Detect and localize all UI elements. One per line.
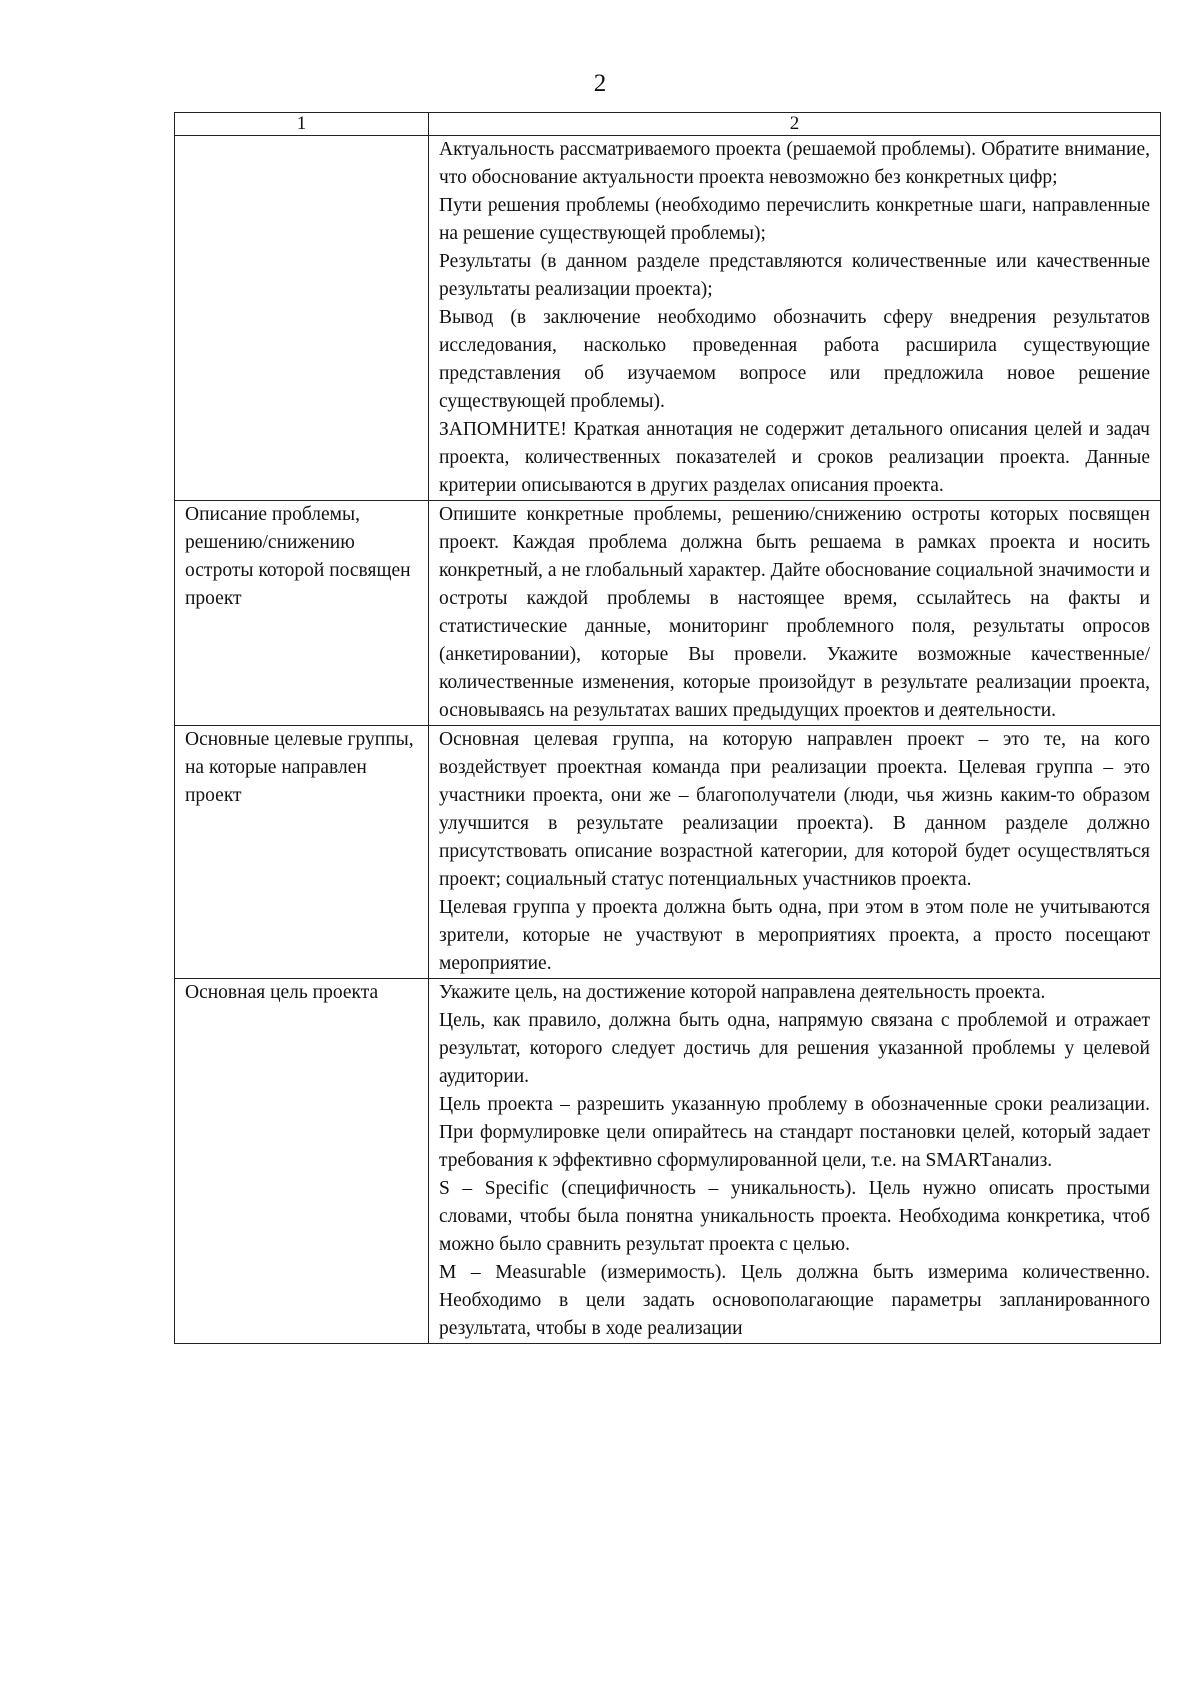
row-content [429,501,1161,726]
paragraph: Цель проекта – разрешить указанную проблему в обозначенные сроки реализации. При формулировке цели опирайтесь на стандарт постановки целей, который задает требования к эффективно сформулированной цели, т.е. на SMARTанализ. [439,1094,1150,1171]
paragraph: M – Measurable (измеримость). Цель должна быть измерима количественно. Необходимо в цели задать основополагающие параметры запланированного результата, чтобы в ходе реализации [439,1262,1150,1339]
table-header-row [175,113,1161,136]
table-row-main-goal [175,979,1161,1344]
paragraph: Пути решения проблемы (необходимо перечислить конкретные шаги, направленные на решение существующей проблемы); [439,195,1150,244]
paragraph: Цель, как правило, должна быть одна, напрямую связана с проблемой и отражает результат, которого следует достичь для решения указанной проблемы у целевой аудитории. [439,1010,1150,1087]
column-header-2: 2 [429,113,1161,136]
row-label: Основные целевые группы, на которые направлен проект [175,726,429,979]
table-row-annotation [175,136,1161,501]
paragraph: Результаты (в данном разделе представляются количественные или качественные результаты реализации проекта); [439,251,1150,300]
paragraph: Актуальность рассматриваемого проекта (решаемой проблемы). Обратите внимание, что обоснование актуальности проекта невозможно без конкретных цифр; [439,139,1150,188]
paragraph: S – Specific (специфичность – уникальность). Цель нужно описать простыми словами, чтобы была понятна уникальность проекта. Необходима конкретика, чтоб можно было сравнить результат проекта с целью. [439,1178,1150,1255]
paragraph: ЗАПОМНИТЕ! Краткая аннотация не содержит детального описания целей и задач проекта, количественных показателей и сроков реализации проекта. Данные критерии описываются в других разделах описания проекта. [439,419,1150,496]
column-header-1: 1 [175,113,429,136]
paragraph: Вывод (в заключение необходимо обозначить сферу внедрения результатов исследования, насколько проведенная работа расширила существующие представления об изучаемом вопросе или предложила новое решение существующей проблемы). [439,307,1150,412]
row-label: Основная цель проекта [175,979,429,1344]
paragraph: Опишите конкретные проблемы, решению/снижению остроты которых посвящен проект. Каждая проблема должна быть решаема в рамках проекта и носить конкретный, а не глобальный характер. Дайте обоснование социальной значимости и остроты каждой проблемы в настоящее время, ссылайтесь на факты и статистические данные, мониторинг проблемного поля, результаты опросов (анкетировании), которые Вы провели. Укажите возможные качественные/количественные изменения, которые произойдут в результате реализации проекта, основываясь на результатах ваших предыдущих проектов и деятельности. [439,504,1150,721]
row-label: Описание проблемы, решению/снижению остроты которой посвящен проект [175,501,429,726]
paragraph: Укажите цель, на достижение которой направлена деятельность проекта. [439,982,1046,1003]
row-content [429,726,1161,979]
row-content [429,979,1161,1344]
row-label [175,136,429,501]
paragraph: Целевая группа у проекта должна быть одна, при этом в этом поле не учитываются зрители, которые не участвуют в мероприятиях проекта, а просто посещают мероприятие. [439,897,1150,974]
table-row-target-groups [175,726,1161,979]
paragraph: Основная целевая группа, на которую направлен проект – это те, на кого воздействует проектная команда при реализации проекта. Целевая группа – это участники проекта, они же – благополучатели (люди, чья жизнь каким-то образом улучшится в результате реализации проекта). В данном разделе должно присутствовать описание возрастной категории, для которой будет осуществляться проект; социальный статус потенциальных участников проекта. [439,729,1150,890]
requirements-table [174,112,1161,1344]
page-number: 2 [593,70,607,97]
table-row-problem [175,501,1161,726]
row-content [429,136,1161,501]
